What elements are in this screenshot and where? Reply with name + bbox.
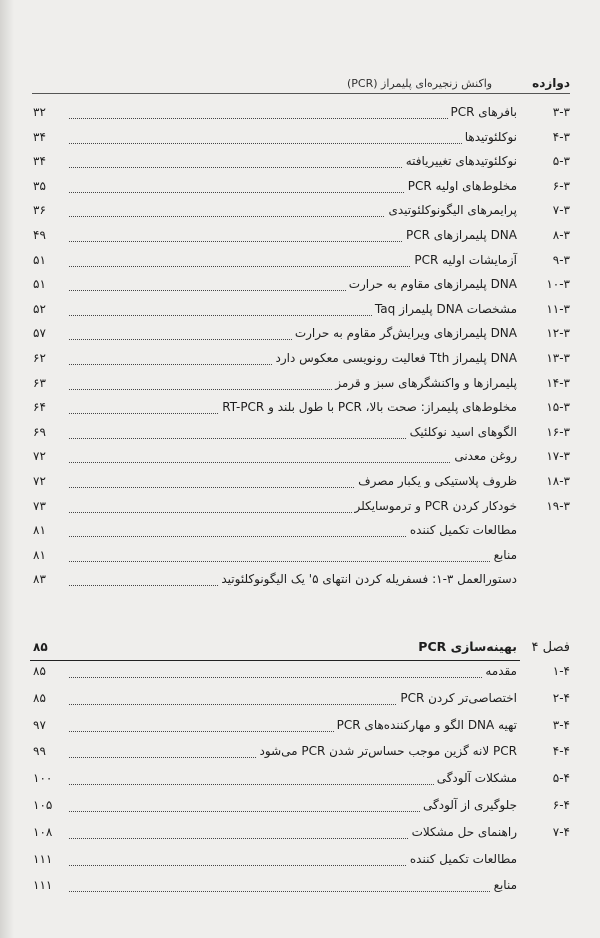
- toc-entry-page: ۵۷: [30, 326, 68, 340]
- toc-entry-page: ۸۵: [30, 664, 68, 678]
- toc-entry-page: ۷۳: [30, 499, 68, 513]
- toc-entry: [0, 689, 600, 711]
- toc-entry-number: ۷-۳: [552, 203, 570, 218]
- toc-entry: [0, 850, 600, 872]
- toc-entry-number: ۶-۴: [552, 798, 570, 812]
- toc-entry-number: ۴-۳: [552, 129, 570, 144]
- toc-entry-title: پرایمرهای الیگونوکلئوتیدی: [385, 202, 520, 218]
- chapter-rule: [30, 660, 520, 661]
- toc-entry: [0, 716, 600, 738]
- toc-entry-page: ۱۰۰: [30, 771, 68, 785]
- toc-entry-page: ۸۳: [30, 572, 68, 586]
- toc-entry-page: ۶۲: [30, 351, 68, 365]
- toc-entry-title: مخلوط‌های پلیمراز: صحت بالا، PCR با طول بلند و RT-PCR: [219, 399, 520, 415]
- toc-entry: [0, 769, 600, 791]
- toc-entry: [0, 423, 600, 445]
- toc-entry: [0, 662, 600, 684]
- running-header: [32, 66, 570, 94]
- toc-entry-number: ۱۵-۳: [546, 400, 570, 415]
- toc-entry-title: پلیمرازها و واکنشگرهای سبز و قرمز: [332, 375, 520, 391]
- toc-entry-title: DNA پلیمرازهای مقاوم به حرارت: [346, 276, 520, 292]
- toc-dot-leader: [50, 143, 520, 144]
- toc-entry-title: روغن معدنی: [451, 448, 520, 464]
- toc-entry-page: ۶۴: [30, 400, 68, 414]
- toc-entry-page: ۶۳: [30, 376, 68, 390]
- toc-entry: [0, 823, 600, 845]
- toc-entry-title: PCR لانه گزین موجب حساس‌تر شدن PCR می‌شود: [257, 743, 520, 759]
- toc-entry: [0, 742, 600, 764]
- header-page-label: دوازده: [532, 76, 570, 90]
- toc-entry-number: ۱۴-۳: [546, 375, 570, 390]
- toc-entry-page: ۹۷: [30, 718, 68, 732]
- toc-entry-title: دستورالعمل ۳-۱: فسفریله کردن انتهای ۵' یک الیگونوکلئوتید: [218, 571, 520, 587]
- toc-entry-number: ۹-۳: [552, 252, 570, 267]
- toc-entry-title: جلوگیری از آلودگی: [420, 797, 520, 813]
- toc-entry-title: اختصاصی‌تر کردن PCR: [397, 690, 520, 706]
- toc-dot-leader: [50, 677, 520, 678]
- toc-entry-title: مشخصات DNA پلیمراز Taq: [372, 301, 520, 317]
- toc-entry: [0, 876, 600, 898]
- toc-entry-page: ۳۴: [30, 130, 68, 144]
- toc-entry-title: منابع: [491, 547, 520, 563]
- toc-entry-title: مخلوط‌های اولیه PCR: [405, 178, 520, 194]
- toc-entry-page: ۳۵: [30, 179, 68, 193]
- toc-entry: [0, 128, 600, 150]
- toc-entry-number: ۴-۴: [552, 744, 570, 759]
- chapter-title: بهینه‌سازی PCR: [415, 639, 520, 655]
- toc-entry: [0, 324, 600, 346]
- toc-entry-number: ۲-۴: [552, 690, 570, 705]
- toc-entry: [0, 796, 600, 818]
- toc-entry-page: ۱۱۱: [30, 878, 68, 892]
- toc-entry-title: تهیه DNA الگو و مهارکننده‌های PCR: [334, 717, 520, 733]
- toc-entry-page: ۳۶: [30, 203, 68, 217]
- toc-entry: [0, 398, 600, 420]
- toc-entry-title: آزمایشات اولیه PCR: [411, 252, 520, 268]
- toc-entry-page: ۸۱: [30, 523, 68, 537]
- toc-entry-page: ۸۵: [30, 691, 68, 705]
- toc-dot-leader: [50, 891, 520, 892]
- toc-entry: [0, 177, 600, 199]
- toc-entry-page: ۵۱: [30, 253, 68, 267]
- toc-entry-number: ۱۶-۳: [546, 424, 570, 439]
- toc-entry-number: ۱۲-۳: [546, 326, 570, 341]
- toc-entry: [0, 497, 600, 519]
- toc-entry-page: ۵۱: [30, 277, 68, 291]
- toc-entry: [0, 374, 600, 396]
- toc-entry: [0, 300, 600, 322]
- chapter-page-number: ۸۵: [30, 640, 68, 654]
- toc-entry-number: ۱۹-۳: [546, 498, 570, 513]
- toc-entry: [0, 275, 600, 297]
- toc-entry-page: ۷۲: [30, 449, 68, 463]
- toc-entry-title: ظروف پلاستیکی و یکبار مصرف: [355, 473, 520, 489]
- toc-entry-title: DNA پلیمرازهای ویرایش‌گر مقاوم به حرارت: [292, 325, 520, 341]
- toc-entry: [0, 447, 600, 469]
- toc-entry-title: DNA پلیمرازهای PCR: [403, 227, 520, 243]
- toc-entry-page: ۱۰۵: [30, 798, 68, 812]
- toc-entry-title: مقدمه: [482, 663, 520, 679]
- toc-entry: [0, 226, 600, 248]
- toc-entry-title: منابع: [491, 877, 520, 893]
- toc-entry-number: ۸-۳: [552, 228, 570, 242]
- toc-entry-title: نوکلئوتیدهای تغییریافته: [403, 153, 520, 169]
- toc-entry-page: ۳۴: [30, 154, 68, 168]
- toc-entry-page: ۵۲: [30, 302, 68, 316]
- toc-entry: [0, 103, 600, 125]
- toc-entry-title: نوکلئوتیدها: [462, 129, 520, 145]
- toc-entry: [0, 201, 600, 223]
- toc-entry-title: راهنمای حل مشکلات: [409, 824, 520, 840]
- toc-entry-number: ۵-۴: [552, 771, 570, 786]
- toc-entry-number: ۱۸-۳: [546, 474, 570, 488]
- toc-entry-page: ۹۹: [30, 744, 68, 758]
- toc-entry: [0, 152, 600, 174]
- toc-entry-number: ۳-۴: [552, 717, 570, 732]
- toc-entry: [0, 570, 600, 592]
- toc-entry-title: مطالعات تکمیل کننده: [407, 851, 520, 867]
- toc-entry-page: ۷۲: [30, 474, 68, 488]
- toc-entry-title: بافرهای PCR: [448, 104, 521, 120]
- chapter-label: فصل ۴: [531, 640, 570, 655]
- toc-dot-leader: [50, 561, 520, 562]
- toc-entry-page: ۸۱: [30, 548, 68, 562]
- toc-entry-page: ۶۹: [30, 425, 68, 439]
- toc-entry: [0, 546, 600, 568]
- toc-entry-number: ۱۱-۳: [546, 301, 570, 316]
- toc-entry-page: ۱۰۸: [30, 825, 68, 839]
- header-book-title: واکنش زنجیره‌ای پلیمراز (PCR): [347, 77, 493, 90]
- toc-entry-title: مشکلات آلودگی: [434, 770, 520, 786]
- toc-entry: [0, 251, 600, 273]
- toc-entry-title: الگوهای اسید نوکلئیک: [407, 424, 520, 440]
- toc-entry-title: DNA پلیمراز Tth فعالیت رونویسی معکوس دارد: [272, 350, 520, 366]
- toc-entry: [0, 349, 600, 371]
- toc-entry-number: ۶-۳: [552, 178, 570, 193]
- toc-entry-title: خودکار کردن PCR و ترموسایکلر: [352, 498, 521, 514]
- toc-entry-number: ۱۳-۳: [546, 351, 570, 365]
- toc-entry-page: ۳۲: [30, 105, 68, 119]
- chapter-title-row: [0, 638, 600, 660]
- toc-entry-number: ۱-۴: [552, 664, 570, 678]
- toc-entry-number: ۳-۳: [552, 105, 570, 119]
- toc-entry-page: ۴۹: [30, 228, 68, 242]
- toc-entry-number: ۱۷-۳: [546, 449, 570, 464]
- toc-entry-number: ۱۰-۳: [546, 277, 570, 292]
- toc-entry: [0, 472, 600, 494]
- toc-entry-number: ۷-۴: [552, 824, 570, 839]
- toc-entry-page: ۱۱۱: [30, 852, 68, 866]
- toc-entry: [0, 521, 600, 543]
- toc-dot-leader: [50, 462, 520, 463]
- toc-entry-title: مطالعات تکمیل کننده: [407, 522, 520, 538]
- toc-entry-number: ۵-۳: [552, 154, 570, 169]
